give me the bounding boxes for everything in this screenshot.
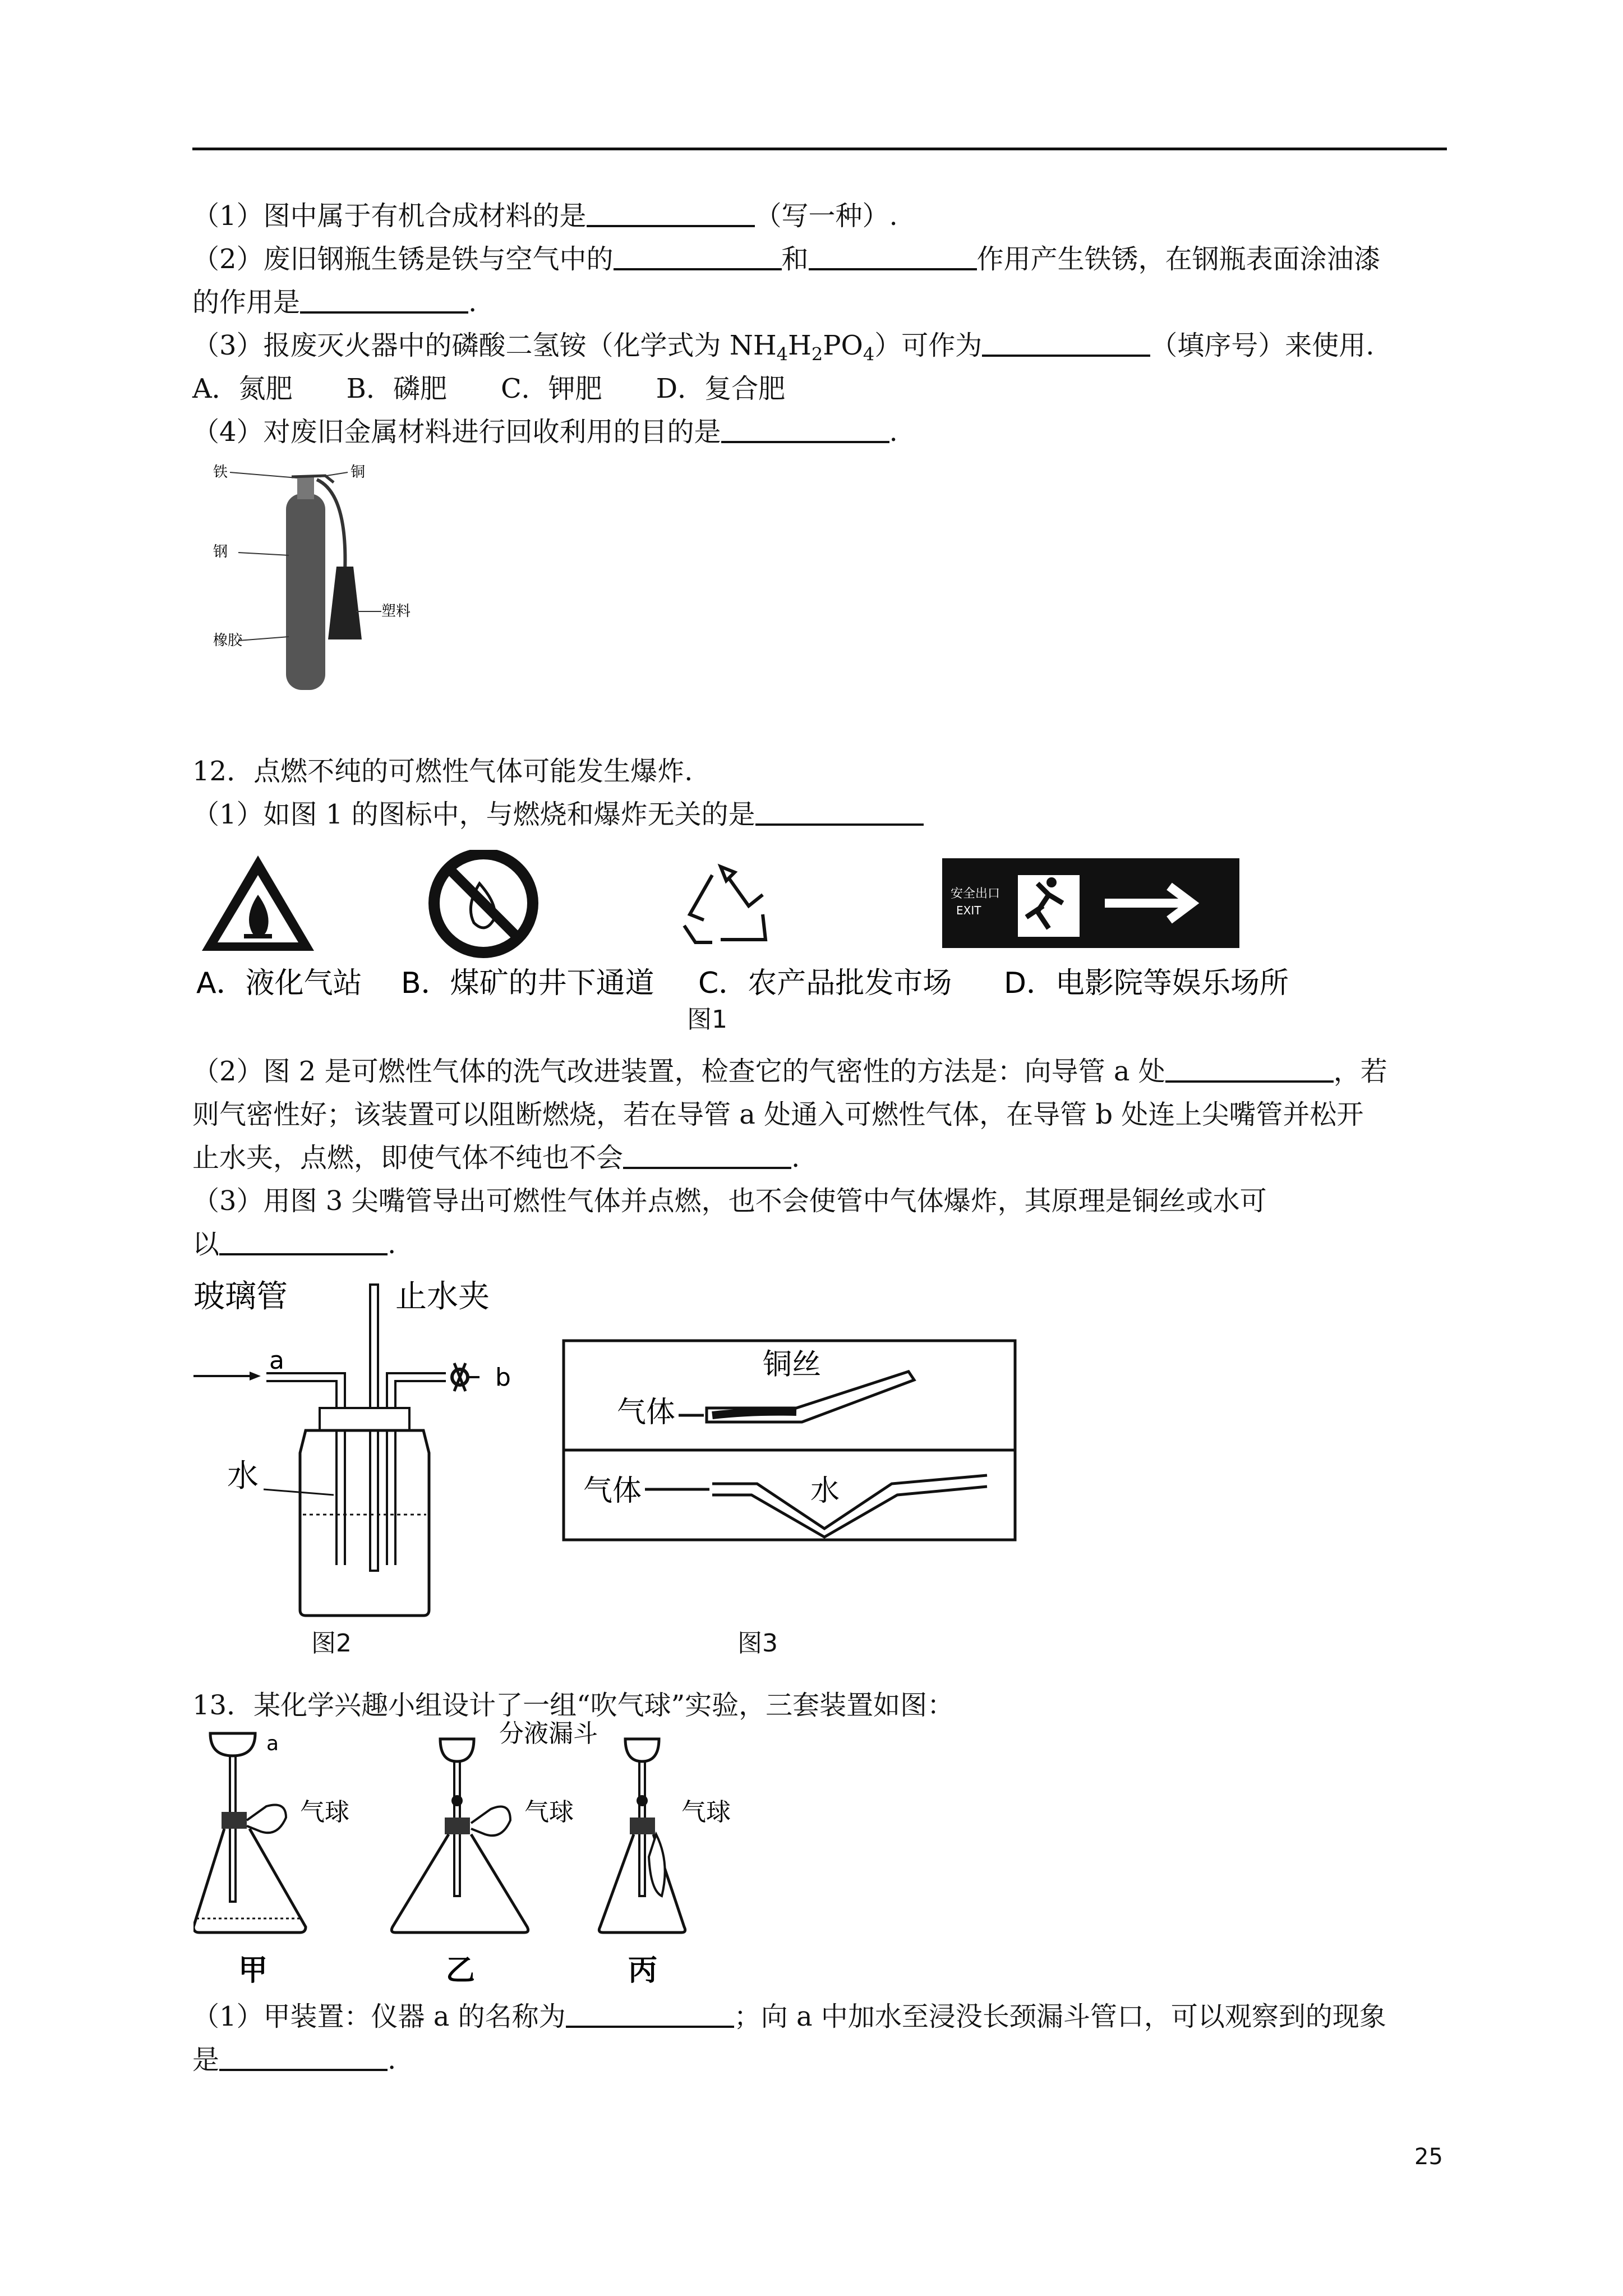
q12-title: 12．点燃不纯的可燃性气体可能发生爆炸. [192,756,693,787]
q13-title: 13．某化学兴趣小组设计了一组“吹气球”实验，三套装置如图： [192,1690,955,1721]
label-rubber: 橡胶 [213,632,243,649]
label-yi: 乙 [446,1954,476,1987]
exit-sign-icon [942,858,1239,948]
apparatus-yi [391,1719,598,1932]
stopper [320,1408,409,1430]
figure-1-caption: 图1 [687,1005,727,1034]
copper-coil [712,1412,796,1415]
page-number: 25 [1414,2144,1443,2170]
q11-part3: （3）报废灭火器中的磷酸二氢铵（化学式为 $NH_4H_2PO_4$）可作为 （填序号）来使用. [192,330,1375,365]
recycle-icon [684,867,766,942]
figure-2-caption: 图2 [311,1629,352,1658]
outlet-tube [387,1373,446,1565]
label-bing: 丙 [628,1954,658,1987]
q11-part1: （1）图中属于有机合成材料的是 （写一种）. [192,200,898,232]
flammable-warning-icon [202,855,314,951]
q13-part1-line2: 是 . [192,2044,396,2076]
label-glass-tube: 玻璃管 [193,1278,288,1315]
label-water-fig3: 水 [810,1474,840,1508]
answer-blank[interactable] [219,2046,388,2071]
icon-label-a: A．液化气站 [196,967,362,1000]
label-plastic: 塑料 [381,603,411,620]
label-gas-1: 气体 [617,1396,676,1429]
svg-text:EXIT: EXIT [956,904,981,917]
answer-blank[interactable] [982,332,1150,357]
q11-options: A．氮肥 B．磷肥 C．钾肥 D．复合肥 [192,373,786,404]
label-iron: 铁 [213,464,228,481]
label-b: b [495,1363,511,1392]
answer-blank[interactable] [587,203,755,227]
label-balloon-2: 气球 [524,1798,574,1826]
valve [297,477,314,499]
q13-part1-line1: （1）甲装置：仪器 a 的名称为 ；向 a 中加水至浸没长颈漏斗管口，可以观察到的现象 [192,2001,1386,2032]
q12-part3-line1: （3）用图 3 尖嘴管导出可燃性气体并点燃，也不会使管中气体爆炸，其原理是铜丝或水可 [192,1185,1267,1217]
q11-part4: （4）对废旧金属材料进行回收利用的目的是 . [192,416,898,448]
answer-blank[interactable] [614,246,782,270]
cylinder-body [286,494,325,690]
label-a: a [269,1346,284,1375]
label-a-fig13: a [266,1732,279,1755]
no-fire-icon [434,854,533,953]
answer-blank[interactable] [566,2003,734,2028]
label-separatory-funnel: 分液漏斗 [499,1719,598,1748]
answer-blank[interactable] [219,1231,388,1255]
fire-extinguisher-figure [213,460,415,701]
q12-part3-line2: 以 . [192,1228,396,1260]
gas-washing-bottle [300,1430,429,1616]
label-balloon-3: 气球 [681,1798,731,1826]
figure-3-caption: 图3 [737,1629,778,1658]
icon-label-b: B．煤矿的井下通道 [401,967,654,1000]
answer-blank[interactable] [721,418,889,443]
apparatus-bing [599,1739,731,1932]
label-balloon-1: 气球 [300,1798,349,1826]
label-copper: 铜 [351,464,366,481]
icon-label-c: C．农产品批发市场 [698,967,952,1000]
q12-part2-line3: 止水夹，点燃，即使气体不纯也不会 . [192,1142,800,1174]
answer-blank[interactable] [1165,1058,1334,1083]
label-jia: 甲 [238,1954,268,1987]
figure-2-apparatus [193,1273,552,1621]
label-copper-wire: 铜丝 [763,1348,822,1382]
icon-label-d: D．电影院等娱乐场所 [1004,967,1289,1000]
label-clamp: 止水夹 [395,1278,490,1315]
figure-3-apparatus [561,1338,1021,1548]
apparatus-jia [193,1732,349,1932]
svg-text:安全出口: 安全出口 [951,887,1000,901]
header-rule [192,148,1447,150]
inlet-tube-a [266,1373,345,1565]
answer-blank[interactable] [623,1144,791,1169]
u-tube [712,1475,987,1537]
nozzle-horn [328,567,362,639]
label-steel: 钢 [213,544,228,560]
q12-part2-line2: 则气密性好；该装置可以阻断燃烧，若在导管 a 处通入可燃性气体，在导管 b 处连上尖嘴管并松开 [192,1099,1364,1130]
answer-blank[interactable] [809,246,977,270]
label-water: 水 [227,1458,259,1494]
answer-blank[interactable] [300,289,468,314]
q11-part2-line1: （2）废旧钢瓶生锈是铁与空气中的 和 作用产生铁锈，在钢瓶表面涂油漆 [192,243,1381,275]
answer-blank[interactable] [755,801,924,826]
q11-part2-line2: 的作用是 . [192,287,477,318]
figure-1-icons [196,850,1318,1018]
figure-balloon-apparatus [193,1717,754,1989]
q12-part1: （1）如图 1 的图标中，与燃烧和爆炸无关的是 [192,798,924,831]
label-gas-2: 气体 [583,1474,642,1508]
q12-part2-line1: （2）图 2 是可燃性气体的洗气改进装置，检查它的气密性的方法是：向导管 a 处 ，若 [192,1056,1387,1087]
